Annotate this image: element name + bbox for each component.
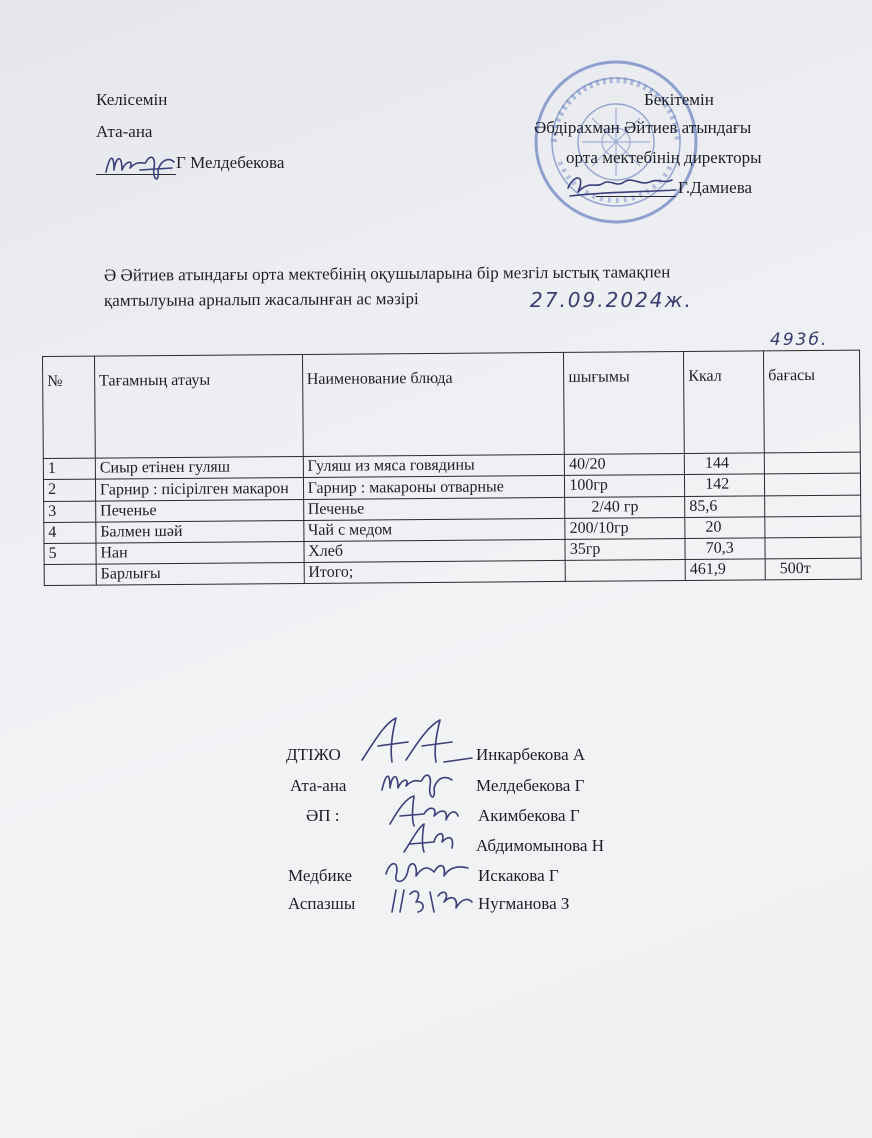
row-price [765,537,861,559]
row-yield: 2/40 гр [565,496,685,518]
signature-role-dtizho: ДТІЖО [286,745,341,764]
row-yield: 35гр [565,538,685,560]
table-header-row [43,350,861,458]
row-kz-name: Балмен шәй [96,520,304,543]
signature-role-deputy: ӘП : [306,806,340,825]
row-yield: 40/20 [565,453,685,475]
row-kcal: 20 [685,517,765,539]
row-kcal: 144 [684,453,764,475]
signature-name-deputy-1: Акимбекова Г [478,806,580,825]
row-ru-name: Хлеб [304,539,566,562]
approval-right-underline [596,196,676,197]
row-number: 3 [44,501,96,522]
row-ru-name: Печенье [303,497,565,520]
row-kcal: 85,6 [685,496,765,518]
approval-right-line3: орта мектебінің директоры [566,148,762,167]
row-kcal: 70,3 [685,538,765,560]
document-title-line1: Ә Әйтиев атындағы орта мектебінің оқушыларына бір мезгіл ыстық тамақпен [103,262,671,285]
row-price [764,452,860,474]
header-yield: шығымы [564,351,685,454]
row-ru-name: Гарнир : макароны отварные [303,475,565,499]
approval-left-signer: Г Мелдебекова [176,153,285,172]
handwritten-date: 27.09.2024ж. [530,288,693,312]
total-yield [565,559,685,581]
signature-name-deputy-2: Абдимомынова Н [476,836,604,855]
row-ru-name: Гуляш из мяса говядины [303,454,565,477]
signature-name-dtizho: Инкарбекова А [476,745,586,764]
signature-name-parent: Мелдебекова Г [476,776,585,795]
total-number [44,564,96,585]
total-kz-label: Барлығы [96,562,304,585]
signature-name-nurse: Искакова Г [478,866,559,885]
header-price: бағасы [764,350,861,453]
row-number: 4 [44,522,96,543]
approval-left-line2: Ата-ана [96,122,153,141]
header-kz-name: Тағамның атауы [94,354,302,458]
approval-left-signature [100,140,180,186]
row-number: 2 [43,479,95,501]
signature-name-cook: Нугманова З [478,894,570,913]
approval-right-line2: Әбдірахман Әйтиев атындағы [534,118,752,137]
approval-right-signer: Г.Дамиева [678,178,753,197]
header-number: № [43,356,96,458]
row-kz-name: Гарнир : пісірілген макарон [95,477,303,501]
row-kcal: 142 [685,474,765,497]
approval-left-line1: Келісемін [96,90,168,109]
signature-cook [386,880,476,920]
total-ru-label: Итого; [304,560,566,583]
document-title-line2: қамтылуына арналып жасалынған ас мәзірі [103,289,419,310]
row-ru-name: Чай с медом [303,518,565,541]
header-kcal: Ккал [684,351,765,454]
total-price: 500т [765,558,861,580]
row-price [764,473,860,496]
signature-role-nurse: Медбике [288,866,352,885]
approval-right-signature [560,166,680,206]
row-price [765,495,861,517]
header-ru-name: Наименование блюда [302,352,564,456]
approval-right-line1: Бекітемін [644,90,714,109]
row-yield: 200/10гр [565,517,685,539]
row-number: 1 [43,458,95,479]
row-yield: 100гр [565,474,685,497]
row-kz-name: Печенье [96,499,304,522]
signature-role-cook: Аспазшы [288,894,356,913]
row-price [765,516,861,538]
row-number: 5 [44,543,96,564]
menu-table [42,350,862,586]
total-kcal: 461,9 [685,559,765,581]
signature-role-parent: Ата-ана [290,776,347,795]
handwritten-note: 493б. [770,330,829,350]
row-kz-name: Нан [96,541,304,564]
row-kz-name: Сиыр етінен гуляш [95,456,303,479]
